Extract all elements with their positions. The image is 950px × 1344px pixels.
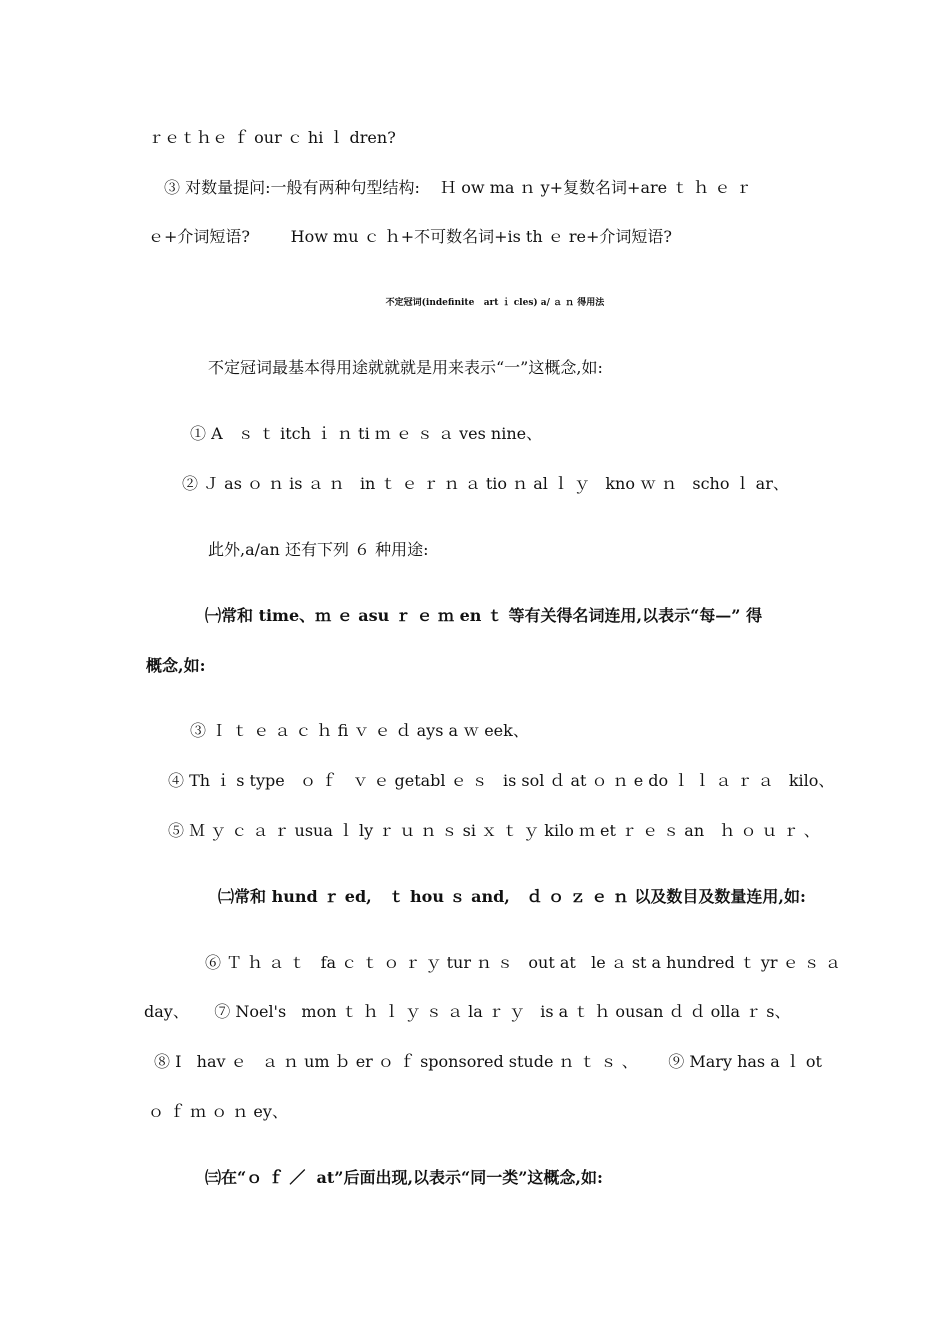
example-sentence: ⑧ I hav ｅ ａ ｎ um ｂ er ｏ ｆ sponsored stude ｎ ｔ ｓ 、 ⑨ Mary has a ｌ ot bbox=[154, 1052, 822, 1071]
section-heading: 不定冠词(indefinite art ｉ cles) a/ ａ ｎ 得用法 bbox=[385, 298, 605, 308]
example-sentence: ① A ｓ ｔ itch ｉ ｎ ti ｍ ｅ ｓ ａ ves nine、 bbox=[190, 424, 543, 443]
subsection-heading: ㈠常和 time、ｍ ｅ asu ｒ ｅ ｍ en ｔ 等有关得名词连用,以表示“每—” 得 bbox=[205, 606, 763, 625]
subsection-heading: ㈡常和 hund ｒ ed, ｔ hou ｓ and, ｄ ｏ ｚ ｅ ｎ 以及数目及数量连用,如: bbox=[218, 887, 806, 906]
text-line: ｒｅｔｈｅ ｆ our ｃ hi ｌ dren? bbox=[148, 128, 396, 147]
example-sentence: day、 ⑦ Noel's mon ｔ ｈ ｌ ｙ ｓ ａ la ｒ ｙ is a ｔ ｈ ousan ｄ ｄ olla ｒ s、 bbox=[144, 1002, 791, 1021]
example-sentence: ③ Ｉ ｔ ｅ ａ ｃ ｈ fi ｖ ｅ ｄ ays a ｗ eek、 bbox=[190, 721, 529, 740]
text-line: 此外,a/an 还有下列 ６ 种用途: bbox=[208, 540, 429, 559]
text-line: ｅ+介词短语? How mu ｃ ｈ+不可数名词+is th ｅ re+介词短语? bbox=[148, 227, 672, 246]
subsection-heading: 概念,如: bbox=[146, 656, 206, 675]
example-sentence: ｏ ｆ ｍ ｏ ｎ ey、 bbox=[148, 1102, 288, 1121]
text-line: 不定冠词最基本得用途就就就是用来表示“一”这概念,如: bbox=[208, 358, 603, 377]
example-sentence: ② Ｊ as ｏ ｎ is ａ ｎ in ｔ ｅ ｒ ｎ ａ tio ｎ al ｌ ｙ kno ｗ ｎ scho ｌ ar、 bbox=[182, 474, 789, 493]
text-line: ③ 对数量提问:一般有两种句型结构: Ｈ ow ma ｎ y+复数名词+are ｔ ｈ ｅ ｒ bbox=[164, 178, 752, 197]
example-sentence: ⑤ Ｍ ｙ ｃ ａ ｒ usua ｌ ly ｒ ｕ ｎ ｓ si ｘ ｔ ｙ kilo ｍ et ｒ ｅ ｓ an ｈ ｏ ｕ ｒ 、 bbox=[168, 821, 820, 840]
subsection-heading: ㈢在“ｏ ｆ ／ at”后面出现,以表示“同一类”这概念,如: bbox=[205, 1168, 603, 1187]
example-sentence: ⑥ Ｔ ｈ ａ ｔ fa ｃ ｔ ｏ ｒ ｙ tur ｎ ｓ out at le ａ st a hundred ｔ yr ｅ ｓ ａ bbox=[205, 953, 841, 972]
example-sentence: ④ Th ｉ s type ｏ ｆ ｖ ｅ getabl ｅ ｓ is sol ｄ at ｏ ｎ e do ｌ ｌ ａ ｒ ａ kilo、 bbox=[168, 771, 835, 790]
